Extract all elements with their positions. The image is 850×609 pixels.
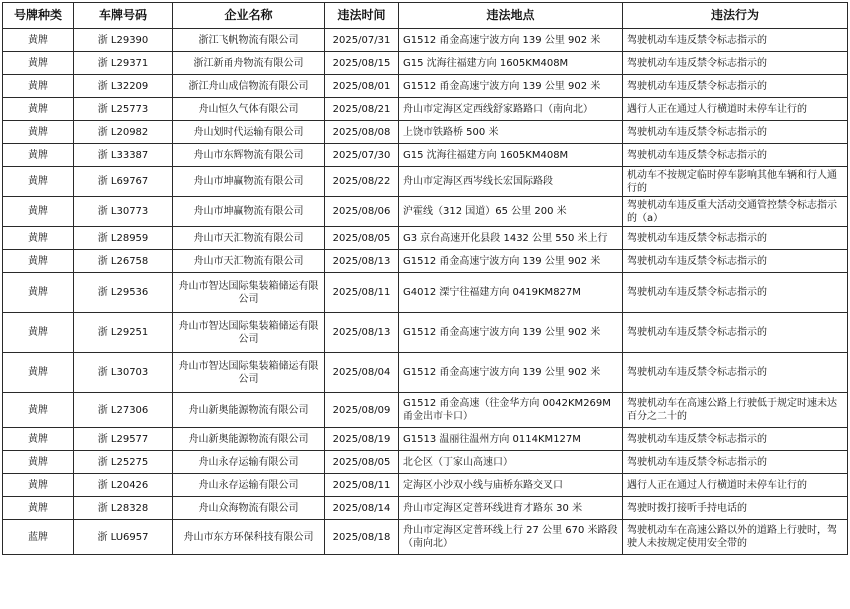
cell-plate-type: 黄牌 [3, 29, 74, 52]
cell-location: G1512 甬金高速宁波方向 139 公里 902 米 [399, 313, 623, 353]
cell-violation: 机动车不按规定临时停车影响其他车辆和行人通行的 [623, 167, 848, 197]
cell-plate-number: 浙 L33387 [74, 144, 173, 167]
header-violation-location: 违法地点 [399, 3, 623, 29]
cell-violation: 驾驶机动车违反禁令标志指示的 [623, 428, 848, 451]
header-plate-number: 车牌号码 [74, 3, 173, 29]
table-row [3, 313, 848, 353]
header-violation-time: 违法时间 [325, 3, 399, 29]
cell-company: 舟山众海物流有限公司 [173, 497, 325, 520]
cell-company: 舟山市东方环保科技有限公司 [173, 520, 325, 555]
cell-plate-type: 黄牌 [3, 497, 74, 520]
cell-violation: 驾驶机动车违反禁令标志指示的 [623, 227, 848, 250]
cell-violation: 驾驶机动车违反禁令标志指示的 [623, 121, 848, 144]
cell-plate-type: 黄牌 [3, 144, 74, 167]
table-row [3, 497, 848, 520]
cell-plate-type: 黄牌 [3, 393, 74, 428]
cell-time: 2025/08/14 [325, 497, 399, 520]
cell-location: G3 京台高速开化县段 1432 公里 550 米上行 [399, 227, 623, 250]
table-header-row [3, 3, 848, 29]
cell-location: G15 沈海往福建方向 1605KM408M [399, 52, 623, 75]
cell-company: 舟山永存运输有限公司 [173, 474, 325, 497]
cell-plate-type: 黄牌 [3, 98, 74, 121]
cell-plate-number: 浙 L29371 [74, 52, 173, 75]
table-row [3, 393, 848, 428]
table-row [3, 227, 848, 250]
cell-company: 舟山市坤赢物流有限公司 [173, 167, 325, 197]
cell-company: 浙江舟山成信物流有限公司 [173, 75, 325, 98]
cell-time: 2025/08/05 [325, 451, 399, 474]
cell-violation: 驾驶机动车违反禁令标志指示的 [623, 273, 848, 313]
table-row [3, 98, 848, 121]
cell-time: 2025/08/22 [325, 167, 399, 197]
cell-location: G1512 甬金高速宁波方向 139 公里 902 米 [399, 75, 623, 98]
cell-company: 舟山划时代运输有限公司 [173, 121, 325, 144]
cell-plate-number: 浙 L28328 [74, 497, 173, 520]
cell-violation: 驾驶机动车在高速公路以外的道路上行驶时，驾驶人未按规定使用安全带的 [623, 520, 848, 555]
cell-location: 舟山市定海区西岑线长宏国际路段 [399, 167, 623, 197]
cell-plate-number: 浙 L29536 [74, 273, 173, 313]
cell-time: 2025/08/21 [325, 98, 399, 121]
cell-time: 2025/08/19 [325, 428, 399, 451]
cell-location: G4012 溧宁往福建方向 0419KM827M [399, 273, 623, 313]
cell-company: 舟山市东辉物流有限公司 [173, 144, 325, 167]
cell-location: G1512 甬金高速（往金华方向 0042KM269M 甬金出市卡口） [399, 393, 623, 428]
violation-table-container [2, 2, 847, 555]
header-plate-type: 号牌种类 [3, 3, 74, 29]
cell-plate-number: 浙 L25275 [74, 451, 173, 474]
table-row [3, 144, 848, 167]
cell-plate-number: 浙 L30773 [74, 197, 173, 227]
cell-time: 2025/08/11 [325, 474, 399, 497]
cell-plate-type: 黄牌 [3, 75, 74, 98]
cell-plate-type: 黄牌 [3, 227, 74, 250]
table-row [3, 52, 848, 75]
header-company-name: 企业名称 [173, 3, 325, 29]
cell-time: 2025/08/09 [325, 393, 399, 428]
cell-plate-number: 浙 L30703 [74, 353, 173, 393]
cell-location: 舟山市定海区定普环线进育才路东 30 米 [399, 497, 623, 520]
header-violation-behavior: 违法行为 [623, 3, 848, 29]
cell-company: 舟山市天汇物流有限公司 [173, 227, 325, 250]
table-row [3, 273, 848, 313]
cell-violation: 驾驶机动车违反禁令标志指示的 [623, 144, 848, 167]
cell-location: G1512 甬金高速宁波方向 139 公里 902 米 [399, 29, 623, 52]
cell-violation: 驾驶机动车违反禁令标志指示的 [623, 451, 848, 474]
cell-plate-type: 黄牌 [3, 121, 74, 144]
cell-location: 舟山市定海区定西线舒家路路口（南向北） [399, 98, 623, 121]
violation-table [2, 2, 848, 555]
cell-violation: 驾驶机动车违反禁令标志指示的 [623, 250, 848, 273]
cell-plate-number: 浙 L25773 [74, 98, 173, 121]
cell-violation: 驾驶机动车在高速公路上行驶低于规定时速未达百分之二十的 [623, 393, 848, 428]
cell-location: G15 沈海往福建方向 1605KM408M [399, 144, 623, 167]
cell-company: 舟山新奥能源物流有限公司 [173, 393, 325, 428]
cell-violation: 驾驶机动车违反禁令标志指示的 [623, 52, 848, 75]
cell-violation: 遇行人正在通过人行横道时未停车让行的 [623, 98, 848, 121]
cell-company: 舟山市智达国际集装箱储运有限公司 [173, 273, 325, 313]
cell-violation: 遇行人正在通过人行横道时未停车让行的 [623, 474, 848, 497]
table-row [3, 29, 848, 52]
cell-plate-number: 浙 L29577 [74, 428, 173, 451]
cell-time: 2025/08/11 [325, 273, 399, 313]
cell-plate-number: 浙 L27306 [74, 393, 173, 428]
cell-plate-type: 黄牌 [3, 52, 74, 75]
cell-plate-number: 浙 L20982 [74, 121, 173, 144]
cell-plate-number: 浙 L26758 [74, 250, 173, 273]
cell-plate-type: 黄牌 [3, 313, 74, 353]
cell-time: 2025/07/30 [325, 144, 399, 167]
cell-company: 舟山恒久气体有限公司 [173, 98, 325, 121]
table-row [3, 451, 848, 474]
cell-violation: 驾驶机动车违反重大活动交通管控禁令标志指示的（a） [623, 197, 848, 227]
cell-plate-type: 黄牌 [3, 428, 74, 451]
cell-plate-type: 黄牌 [3, 273, 74, 313]
cell-plate-type: 黄牌 [3, 250, 74, 273]
table-row [3, 197, 848, 227]
cell-plate-number: 浙 L28959 [74, 227, 173, 250]
cell-plate-type: 黄牌 [3, 353, 74, 393]
cell-company: 舟山永存运输有限公司 [173, 451, 325, 474]
cell-plate-number: 浙 L29390 [74, 29, 173, 52]
cell-company: 舟山市智达国际集装箱储运有限公司 [173, 313, 325, 353]
cell-company: 舟山市智达国际集装箱储运有限公司 [173, 353, 325, 393]
cell-plate-type: 黄牌 [3, 197, 74, 227]
cell-time: 2025/08/15 [325, 52, 399, 75]
table-row [3, 167, 848, 197]
cell-plate-type: 蓝牌 [3, 520, 74, 555]
cell-plate-type: 黄牌 [3, 474, 74, 497]
cell-violation: 驾驶机动车违反禁令标志指示的 [623, 75, 848, 98]
cell-company: 浙江飞帆物流有限公司 [173, 29, 325, 52]
cell-company: 浙江新甬舟物流有限公司 [173, 52, 325, 75]
table-row [3, 474, 848, 497]
cell-location: 舟山市定海区定普环线上行 27 公里 670 米路段（南向北） [399, 520, 623, 555]
cell-company: 舟山新奥能源物流有限公司 [173, 428, 325, 451]
cell-time: 2025/08/05 [325, 227, 399, 250]
cell-plate-type: 黄牌 [3, 451, 74, 474]
cell-plate-number: 浙 L29251 [74, 313, 173, 353]
cell-time: 2025/08/06 [325, 197, 399, 227]
table-row [3, 353, 848, 393]
cell-location: G1512 甬金高速宁波方向 139 公里 902 米 [399, 250, 623, 273]
cell-time: 2025/08/13 [325, 313, 399, 353]
cell-company: 舟山市天汇物流有限公司 [173, 250, 325, 273]
table-row [3, 428, 848, 451]
cell-location: 定海区小沙双小线与庙桥东路交叉口 [399, 474, 623, 497]
cell-location: 上饶市铁路桥 500 米 [399, 121, 623, 144]
cell-plate-type: 黄牌 [3, 167, 74, 197]
cell-location: G1512 甬金高速宁波方向 139 公里 902 米 [399, 353, 623, 393]
table-row [3, 250, 848, 273]
cell-company: 舟山市坤赢物流有限公司 [173, 197, 325, 227]
cell-violation: 驾驶机动车违反禁令标志指示的 [623, 29, 848, 52]
cell-time: 2025/08/01 [325, 75, 399, 98]
cell-violation: 驾驶机动车违反禁令标志指示的 [623, 353, 848, 393]
table-row [3, 75, 848, 98]
cell-time: 2025/08/08 [325, 121, 399, 144]
cell-time: 2025/08/18 [325, 520, 399, 555]
cell-violation: 驾驶机动车违反禁令标志指示的 [623, 313, 848, 353]
table-row [3, 520, 848, 555]
cell-location: G1513 温丽往温州方向 0114KM127M [399, 428, 623, 451]
cell-location: 沪霍线（312 国道）65 公里 200 米 [399, 197, 623, 227]
cell-plate-number: 浙 LU6957 [74, 520, 173, 555]
cell-violation: 驾驶时拨打接听手持电话的 [623, 497, 848, 520]
cell-time: 2025/08/13 [325, 250, 399, 273]
table-row [3, 121, 848, 144]
cell-time: 2025/07/31 [325, 29, 399, 52]
cell-plate-number: 浙 L32209 [74, 75, 173, 98]
cell-plate-number: 浙 L69767 [74, 167, 173, 197]
cell-time: 2025/08/04 [325, 353, 399, 393]
cell-plate-number: 浙 L20426 [74, 474, 173, 497]
cell-location: 北仑区（丁家山高速口） [399, 451, 623, 474]
